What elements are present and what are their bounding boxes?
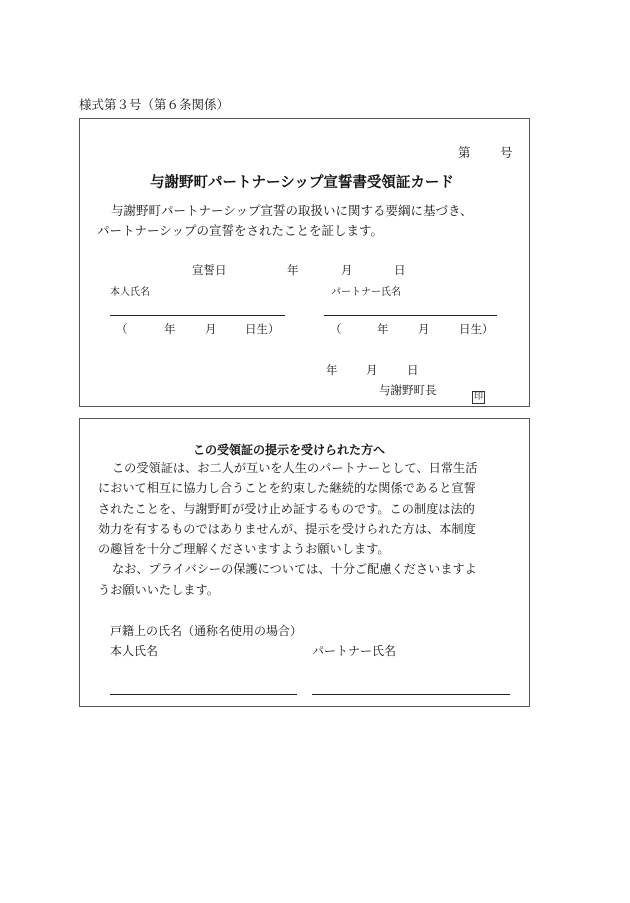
form-number-label: 様式第３号（第６条関係） <box>79 97 230 112</box>
issue-year-label: 年 <box>326 363 338 377</box>
self-name-line <box>110 315 285 316</box>
notice-body <box>98 458 477 600</box>
notice-line: の趣旨を十分ご理解くださいますようお願いします。 <box>98 542 390 557</box>
oath-date-label: 宣誓日 <box>192 263 227 277</box>
partner-birth-month: 月 <box>418 322 430 336</box>
notice-self-name-line <box>110 694 297 695</box>
notice-line: うお願いいたします。 <box>98 582 219 597</box>
issue-month-label: 月 <box>366 363 378 377</box>
registry-name-label: 戸籍上の氏名（通称名使用の場合） <box>110 624 303 638</box>
notice-line: 効力を有するものではありませんが、提示を受けられた方は、本制度 <box>98 521 476 536</box>
notice-partner-name-label: パートナー氏名 <box>312 644 397 658</box>
notice-partner-name-line <box>312 694 510 695</box>
card-number-suffix: 号 <box>500 145 513 160</box>
mayor-label: 与謝野町長 <box>379 383 437 397</box>
self-birth-month: 月 <box>205 322 217 336</box>
card-body-line: 与謝野町パートナーシップ宣誓の取扱いに関する要綱に基づき、 <box>111 203 473 218</box>
card-number-label: 第 <box>458 145 471 160</box>
notice-line: この受領証は、お二人が互いを人生のパートナーとして、日常生活 <box>112 461 478 475</box>
partner-name-line <box>324 315 497 316</box>
oath-month-label: 月 <box>341 263 353 277</box>
partner-name-label: パートナー氏名 <box>331 287 401 298</box>
notice-line: において相互に協力し合うことを約束した継続的な関係であると宣誓 <box>98 481 476 496</box>
oath-year-label: 年 <box>287 263 299 277</box>
card-body <box>97 201 473 241</box>
self-birth-day: 日生） <box>245 322 280 336</box>
card-title: 与謝野町パートナーシップ宣誓書受領証カード <box>150 174 454 191</box>
self-name-label: 本人氏名 <box>110 287 150 298</box>
notice-title: この受領証の提示を受けられた方へ <box>193 443 386 457</box>
card-body-line: パートナーシップの宣誓をされたことを証します。 <box>97 223 384 238</box>
seal-stamp-icon <box>472 384 485 404</box>
notice-line: なお、プライバシーの保護については、十分ご配慮くださいますよ <box>112 562 477 577</box>
certificate-card <box>79 118 530 407</box>
partner-birth-day: 日生） <box>459 322 494 336</box>
notice-self-name-label: 本人氏名 <box>110 644 159 658</box>
self-birth-year: 年 <box>164 322 176 336</box>
issue-day-label: 日 <box>407 363 419 377</box>
notice-line: されたことを、与謝野町が受け止め証するものです。この制度は法的 <box>98 501 475 516</box>
partner-birth-year: 年 <box>377 322 389 336</box>
partner-birth-open: （ <box>330 322 342 336</box>
oath-day-label: 日 <box>394 263 406 277</box>
self-birth-open: （ <box>116 322 128 336</box>
seal-stamp-char: 印 <box>473 392 483 402</box>
